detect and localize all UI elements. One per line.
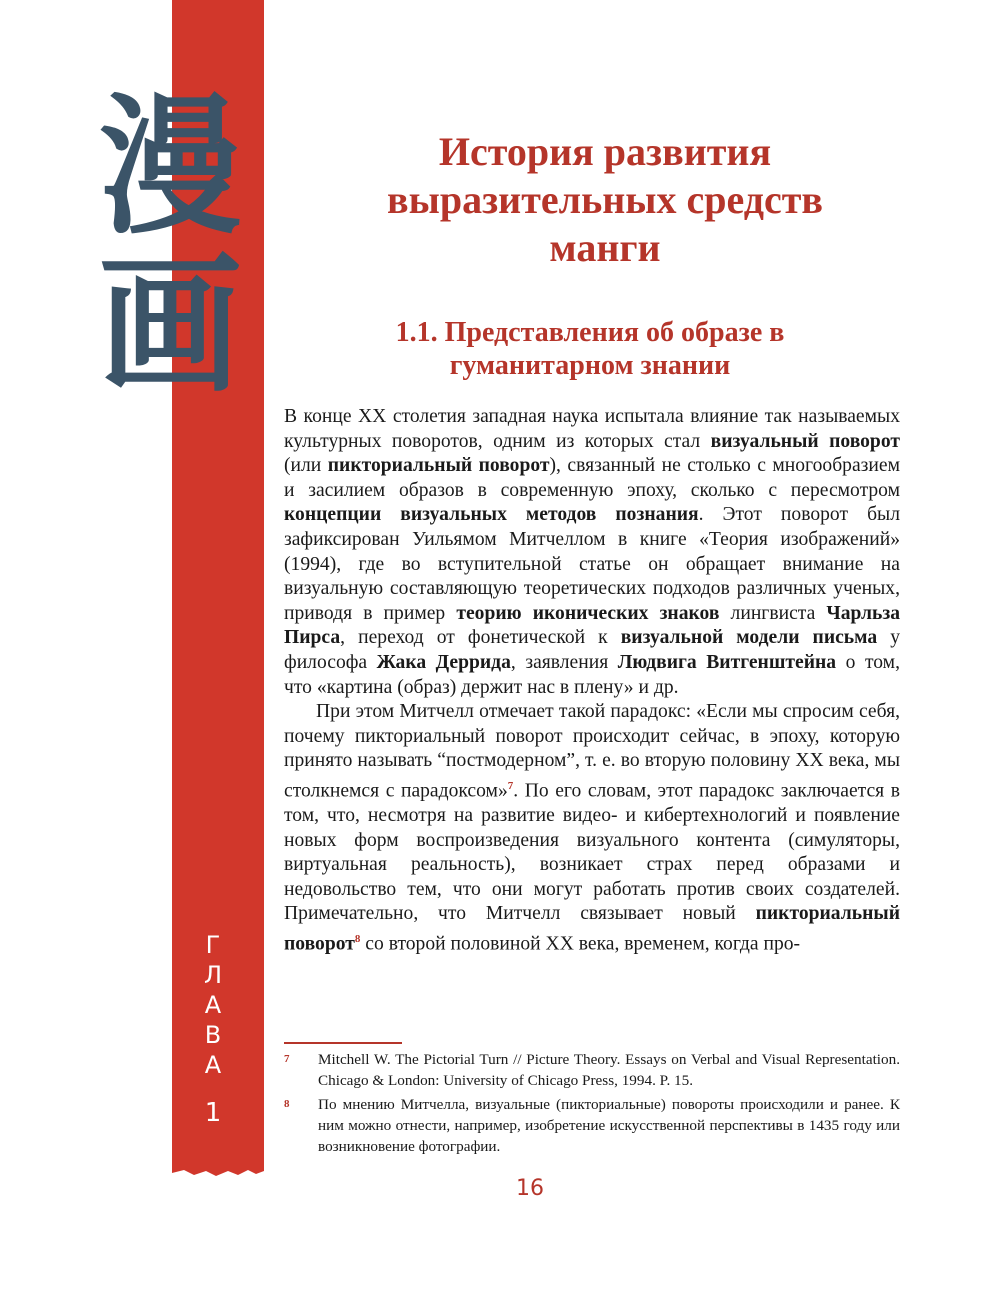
bold-term: пикториальный поворот <box>327 455 550 477</box>
text-run: . Этот поворот был зафиксирован Уильямом Митчеллом в книге «Теория изображений» (1994), где во вступительной статье он обращает внимание на визуальную составляющую теоретических подходов различных ученых, приводя в пример <box>284 504 900 624</box>
text-run: со второй половиной XX века, временем, когда про- <box>360 933 801 955</box>
bold-term: Чарльза Пирса <box>284 602 900 649</box>
kanji-ga-glyph: 画 <box>98 237 242 413</box>
chapter-letter: Г <box>205 931 221 959</box>
text-run: у философа <box>284 627 900 673</box>
chapter-letter: Л <box>203 961 223 989</box>
footnote-number: 8 <box>284 1098 290 1110</box>
chapter-label <box>196 930 230 1080</box>
bold-term: пикториальный поворот <box>284 903 900 955</box>
footnote <box>284 1049 900 1091</box>
text-run: . По его словам, этот парадокс заключается в том, что, несмотря на развитие видео- и кибертехнологий и появление новых форм воспроизведения визуального контента (симуляторы, виртуальная реальность), возникает страх перед образами и недовольство тем, что они могут работать против своих создателей. Примечательно, что Митчелл связывает новый <box>284 780 900 925</box>
footnote-rule <box>284 1042 402 1044</box>
bold-term: Жака Деррида <box>376 651 511 673</box>
brush-edge <box>172 1163 264 1177</box>
page-number: 16 <box>516 1176 544 1201</box>
footnotes <box>284 1049 900 1160</box>
footnote-ref: 7 <box>507 779 514 792</box>
bold-term: визуальной модели письма <box>620 627 878 649</box>
text-run: ), связанный не столько с многообразием и засилием образов в современную эпоху, сколько с пересмотром <box>284 455 900 501</box>
bold-term: концепции визуальных методов познания <box>284 504 699 526</box>
footnote-text: По мнению Митчелла, визуальные (пикториальные) повороты происходили и ранее. К ним можно отнести, например, изобретение искусственной перспективы в 1435 году или возникновение фотографии. <box>318 1096 900 1155</box>
paragraph <box>284 700 900 957</box>
bold-term: теорию иконических знаков <box>456 602 720 624</box>
footnote-ref: 8 <box>354 933 361 945</box>
text-run: , заявления <box>510 651 618 673</box>
text-run: о том, что «картина (образ) держит нас в плену» и др. <box>284 651 900 698</box>
text-run: При этом Митчелл отмечает такой парадокс: «Если мы спросим себя, почему пикториальный поворот происходит сейчас, в эпоху, которую принято называть “постмодерном”, т. е. во вторую половину XX века, мы столкнемся с парадоксом» <box>284 701 900 802</box>
bold-term: визуальный поворот <box>710 430 900 452</box>
chapter-letter: В <box>204 1021 222 1049</box>
footnote-text: Mitchell W. The Pictorial Turn // Picture Theory. Essays on Verbal and Visual Representation. Chicago & London: University of Chicago Press, 1994. P. 15. <box>318 1051 900 1089</box>
footnote <box>284 1094 900 1157</box>
chapter-number: 1 <box>204 1098 222 1128</box>
text-run: (или <box>284 455 328 477</box>
footnote-number: 7 <box>284 1053 290 1065</box>
body-text <box>284 405 900 957</box>
chapter-letter: А <box>204 991 222 1019</box>
paragraph <box>284 405 900 700</box>
text-run: лингвиста <box>719 602 827 624</box>
chapter-letter: А <box>204 1051 222 1079</box>
kanji-man-glyph: 漫 <box>98 79 242 255</box>
bold-term: Людвига Витгенштейна <box>617 651 837 673</box>
chapter-title: История развития выразительных средств манги <box>387 129 823 270</box>
text-run: В конце XX столетия западная наука испытала влияние так называемых культурных поворотов, одним из которых стал <box>284 406 900 452</box>
section-title: 1.1. Представления об образе в гуманитарном знании <box>395 317 785 381</box>
text-run: , переход от фонетической к <box>340 627 621 649</box>
